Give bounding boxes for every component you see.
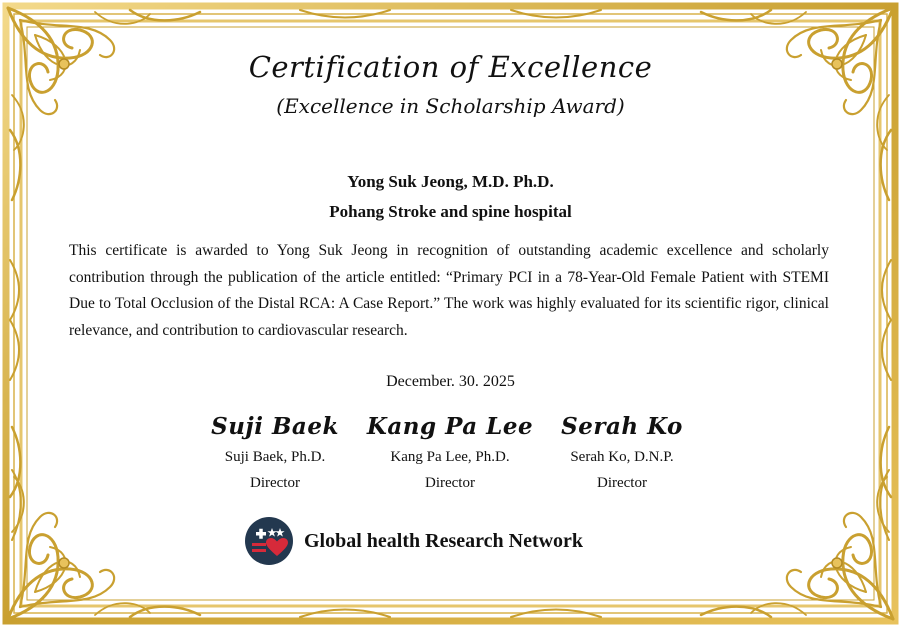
signature: Kang Pa Lee xyxy=(366,413,534,440)
signer-suji-baek xyxy=(175,410,375,496)
signer-name: Kang Pa Lee, Ph.D. xyxy=(390,449,510,465)
certificate-body-text: This certificate is awarded to Yong Suk Jeong in recognition of outstanding academic excellence and scholarly contribution through the publication of the article entitled: “Primary PCI in a 78-Year-Old Female Patient with STEMI Due to Total Occlusion of the Distal RCA: A Case Report.” The work was highly evaluated for its scientific rigor, clinical relevance, and contribution to cardiovascular research. xyxy=(69,242,829,339)
recipient-name: Yong Suk Jeong, M.D. Ph.D. xyxy=(347,172,554,191)
organization-name: Global health Research Network xyxy=(304,529,584,552)
signer-kang-pa-lee xyxy=(350,410,550,496)
certificate-subtitle: (Excellence in Scholarship Award) xyxy=(276,94,625,118)
signer-role: Director xyxy=(597,475,647,491)
signer-role: Director xyxy=(425,475,475,491)
signer-serah-ko xyxy=(522,410,722,496)
signer-name: Serah Ko, D.N.P. xyxy=(570,449,674,465)
recipient-organization: Pohang Stroke and spine hospital xyxy=(329,202,572,221)
organization-footer xyxy=(244,516,583,566)
award-date: December. 30. 2025 xyxy=(386,373,515,390)
signer-role: Director xyxy=(250,475,300,491)
certificate-title: Certification of Excellence xyxy=(248,50,653,84)
signature: Suji Baek xyxy=(211,413,339,440)
signer-name: Suji Baek, Ph.D. xyxy=(224,449,326,465)
heart-star-cross-icon xyxy=(244,516,294,566)
signature: Serah Ko xyxy=(561,413,683,440)
